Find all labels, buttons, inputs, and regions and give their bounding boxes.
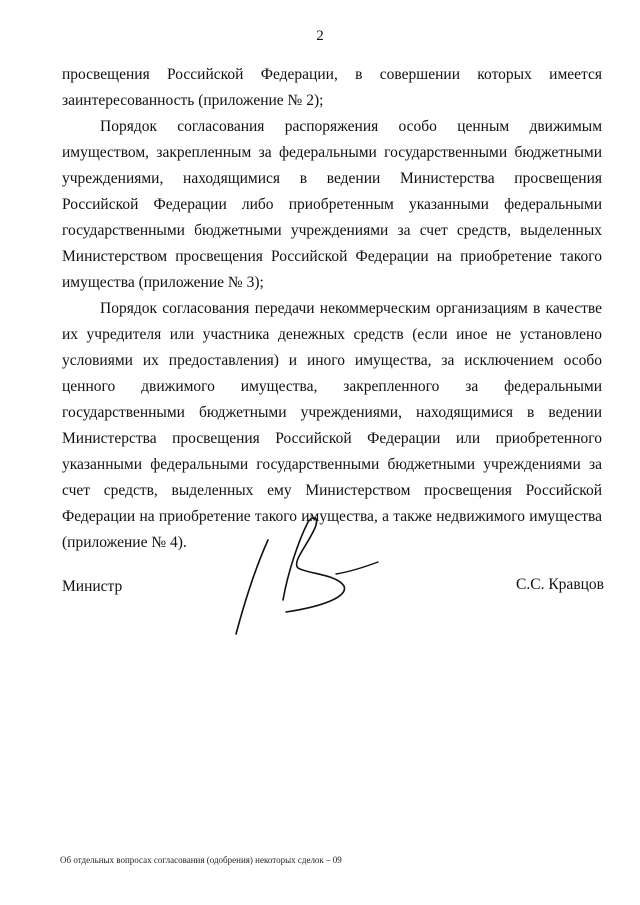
- handwritten-signature: [228, 512, 388, 642]
- document-body: [62, 62, 602, 556]
- paragraph-1: просвещения Российской Федерации, в совершении которых имеется заинтересованность (приложение № 2);: [62, 66, 602, 109]
- footer-note: Об отдельных вопросах согласования (одобрения) некоторых сделок – 09: [60, 855, 342, 865]
- page-number: 2: [316, 28, 324, 44]
- paragraph-3: Порядок согласования передачи некоммерческим организациям в качестве их учредителя или участника денежных средств (если иное не установлено условиями их предоставления) и иного имущества, за исключением особо ценного движимого имущества, закрепленного за федеральными государственными бюджетными учреждениями, находящимися в ведении Министерства просвещения Российской Федерации или приобретенного указанными федеральными государственными бюджетными учреждениями за счет средств, выделенных ему Министерством просвещения Российской Федерации на приобретение такого имущества, а также недвижимого имущества (приложение № 4).: [62, 300, 602, 551]
- signer-name: С.С. Кравцов: [516, 576, 604, 593]
- paragraph-2: Порядок согласования распоряжения особо ценным движимым имуществом, закрепленным за федеральными государственными бюджетными учреждениями, находящимися в ведении Министерства просвещения Российской Федерации либо приобретенным указанными федеральными государственными бюджетными учреждениями за счет средств, выделенных Министерством просвещения Российской Федерации на приобретение такого имущества (приложение № 3);: [62, 118, 602, 291]
- signer-title: Министр: [62, 578, 123, 595]
